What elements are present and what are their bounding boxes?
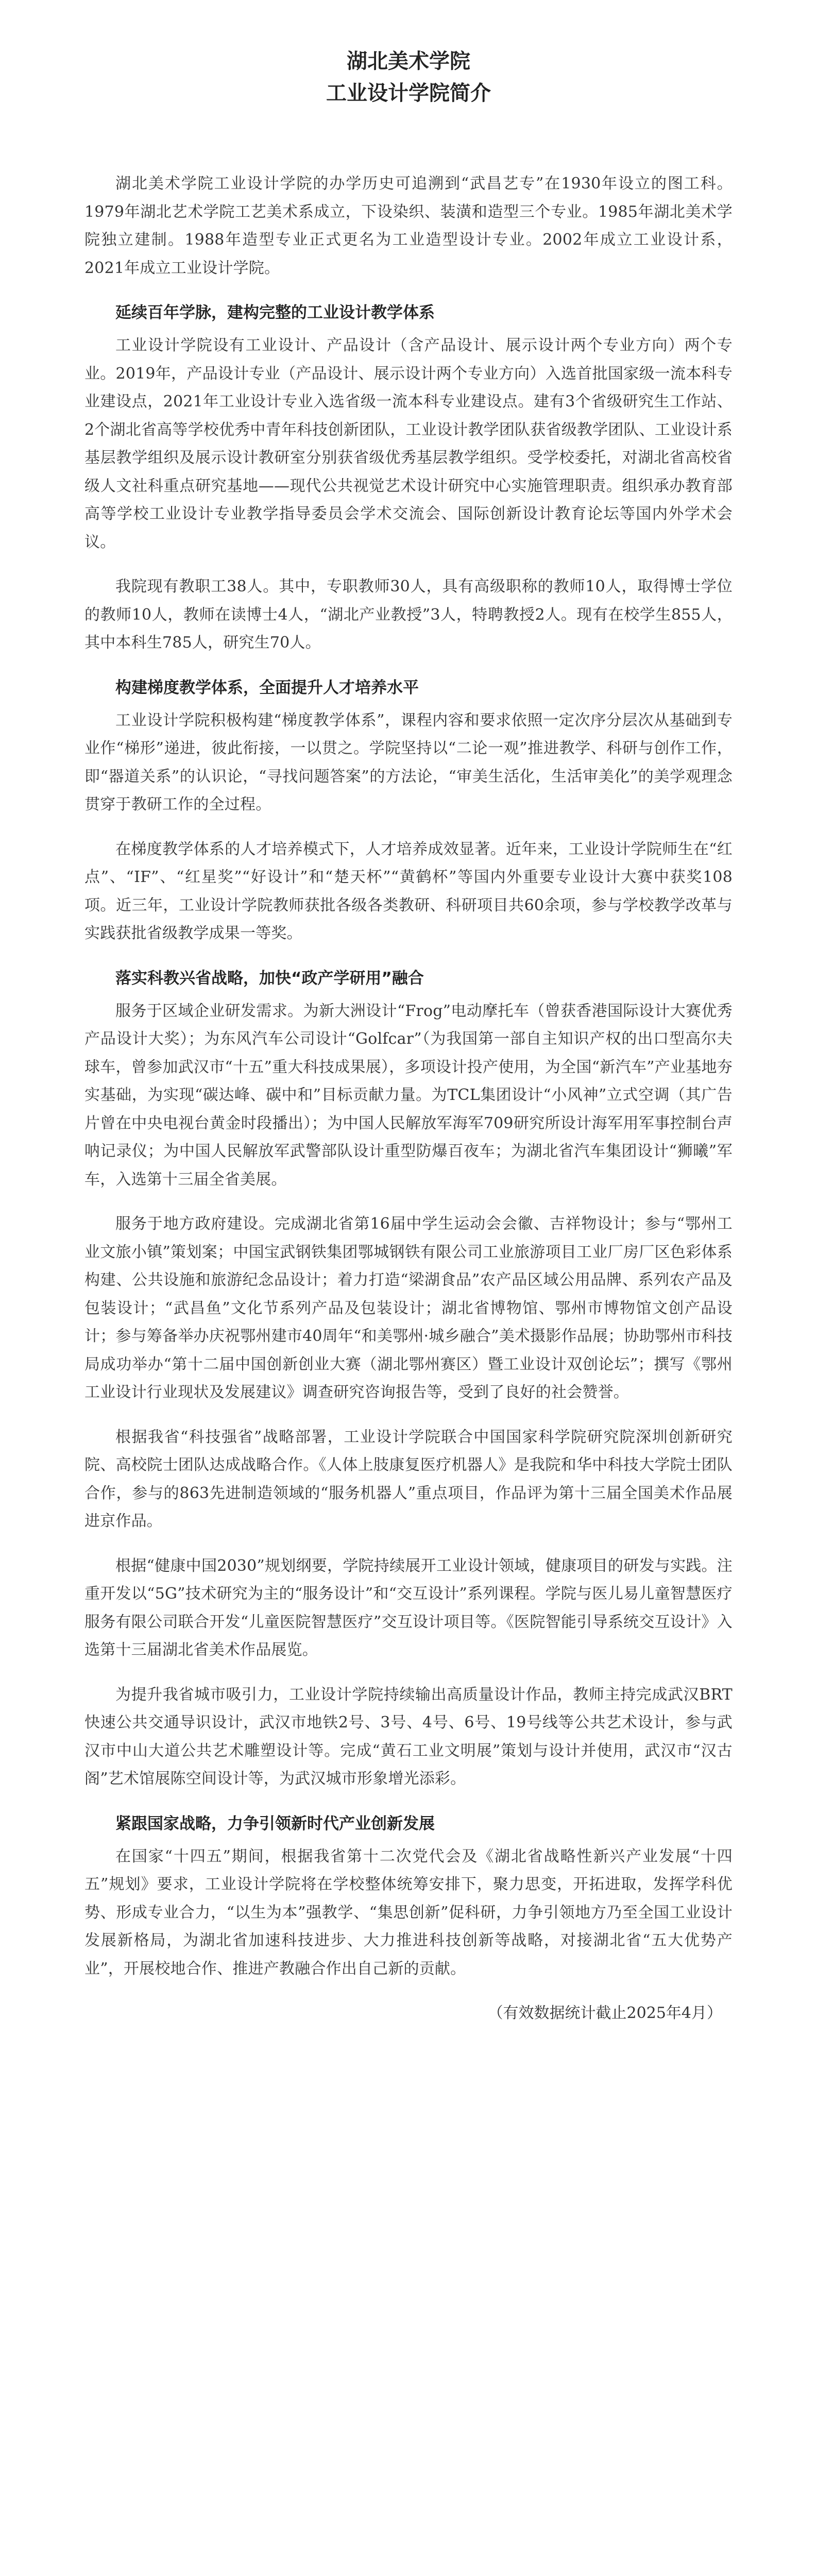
paragraph: 根据“健康中国2030”规划纲要，学院持续展开工业设计领域，健康项目的研发与实践。注重开发以“5G”技术研究为主的“服务设计”和“交互设计”系列课程。学院与医儿易儿童智慧医疗服务有限公司联合开发“儿童医院智慧医疗”交互设计项目等。《医院智能引导系统交互设计》入选第十三届湖北省美术作品展览。 [84, 1556, 733, 1659]
paragraph: 服务于地方政府建设。完成湖北省第16届中学生运动会会徽、吉祥物设计；参与“鄂州工业文旅小镇”策划案；中国宝武钢铁集团鄂城钢铁有限公司工业旅游项目工业厂房厂区色彩体系构建、公共设施和旅游纪念品设计；着力打造“梁湖食品”农产品区域公用品牌、系列农产品及包装设计；“武昌鱼”文化节系列产品及包装设计；湖北省博物馆、鄂州市博物馆文创产品设计；参与筹备举办庆祝鄂州建市40周年“和美鄂州·城乡融合”美术摄影作品展；协助鄂州市科技局成功举办“第十二届中国创新创业大赛（湖北鄂州赛区）暨工业设计双创论坛”；撰写《鄂州工业设计行业现状及发展建议》调查研究咨询报告等，受到了良好的社会赞誉。 [84, 1215, 733, 1401]
paragraph: 根据我省“科技强省”战略部署，工业设计学院联合中国国家科学院研究院深圳创新研究院、高校院士团队达成战略合作。《人体上肢康复医疗机器人》是我院和华中科技大学院士团队合作，参与的863先进制造领域的“服务机器人”重点项目，作品评为第十三届全国美术作品展进京作品。 [84, 1428, 733, 1530]
intro-paragraph: 湖北美术学院工业设计学院的办学历史可追溯到“武昌艺专”在1930年设立的图工科。1979年湖北艺术学院工艺美术系成立，下设染织、装潢和造型三个专业。1985年湖北美术学院独立建制。1988年造型专业正式更名为工业造型设计专业。2002年成立工业设计系，2021年成立工业设计学院。 [84, 175, 733, 277]
section-heading: 落实科教兴省战略，加快“政产学研用”融合 [115, 969, 424, 988]
section-heading: 延续百年学脉，建构完整的工业设计教学体系 [115, 303, 435, 322]
paragraph: 我院现有教职工38人。其中，专职教师30人，具有高级职称的教师10人，取得博士学位的教师10人，教师在读博士4人，“湖北产业教授”3人，特聘教授2人。现有在校学生855人，其中本科生785人，研究生70人。 [84, 578, 733, 652]
section-heading: 构建梯度教学体系，全面提升人才培养水平 [115, 678, 419, 697]
paragraph: 在国家“十四五”期间，根据我省第十二次党代会及《湖北省战略性新兴产业发展“十四五”规划》要求，工业设计学院将在学校整体统筹安排下，聚力思变，开拓进取，发挥学科优势、形成专业合力，“以生为本”强教学、“集思创新”促科研，力争引领地方乃至全国工业设计发展新格局，为湖北省加速科技进步、大力推进科技创新等战略，对接湖北省“五大优势产业”，开展校地合作、推进产教融合作出自己新的贡献。 [84, 1847, 733, 1978]
paragraph: 工业设计学院设有工业设计、产品设计（含产品设计、展示设计两个专业方向）两个专业。2019年，产品设计专业（产品设计、展示设计两个专业方向）入选首批国家级一流本科专业建设点，2021年工业设计专业入选省级一流本科专业建设点。建有3个省级研究生工作站、2个湖北省高等学校优秀中青年科技创新团队，工业设计教学团队获省级教学团队、工业设计系基层教学组织及展示设计教研室分别获省级优秀基层教学组织。受学校委托，对湖北省高校省级人文社科重点研究基地——现代公共视觉艺术设计研究中心实施管理职责。组织承办教育部高等学校工业设计专业教学指导委员会学术交流会、国际创新设计教育论坛等国内外学术会议。 [84, 336, 733, 551]
section-heading: 紧跟国家战略，力争引领新时代产业创新发展 [115, 1814, 435, 1833]
paragraph: 在梯度教学体系的人才培养模式下，人才培养成效显著。近年来，工业设计学院师生在“红点”、“IF”、“红星奖”“好设计”和“楚天杯”“黄鹤杯”等国内外重要专业设计大赛中获奖108项。近三年，工业设计学院教师获批各级各类教研、科研项目共60余项，参与学校教学改革与实践获批省级教学成果一等奖。 [84, 840, 733, 942]
page-title: 湖北美术学院 [347, 49, 470, 73]
page-subtitle: 工业设计学院简介 [326, 81, 491, 105]
paragraph: 为提升我省城市吸引力，工业设计学院持续输出高质量设计作品，教师主持完成武汉BRT快速公共交通导识设计，武汉市地铁2号、3号、4号、6号、19号线等公共艺术设计，参与武汉市中山大道公共艺术雕塑设计等。完成“黄石工业文明展”策划与设计并使用，武汉市“汉古阁”艺术馆展陈空间设计等，为武汉城市形象增光添彩。 [84, 1685, 733, 1788]
paragraph: 工业设计学院积极构建“梯度教学体系”，课程内容和要求依照一定次序分层次从基础到专业作“梯形”递进，彼此衔接，一以贯之。学院坚持以“二论一观”推进教学、科研与创作工作，即“器道关系”的认识论，“寻找问题答案”的方法论，“审美生活化，生活审美化”的美学观理念贯穿于教研工作的全过程。 [84, 711, 733, 814]
paragraph: 服务于区域企业研发需求。为新大洲设计“Frog”电动摩托车（曾获香港国际设计大赛优秀产品设计大奖）；为东风汽车公司设计“Golfcar”（为我国第一部自主知识产权的出口型高尔夫球车，曾参加武汉市“十五”重大科技成果展），多项设计投产使用，为全国“新汽车”产业基地夯实基础，为实现“碳达峰、碳中和”目标贡献力量。为TCL集团设计“小风神”立式空调（其广告片曾在中央电视台黄金时段播出）；为中国人民解放军海军709研究所设计海军用军事控制台声呐记录仪；为中国人民解放军武警部队设计重型防爆百夜车；为湖北省汽车集团设计“狮曦”军车，入选第十三届全省美展。 [84, 1002, 733, 1189]
data-cutoff-note: （有效数据统计截止2025年4月） [487, 2004, 722, 2022]
